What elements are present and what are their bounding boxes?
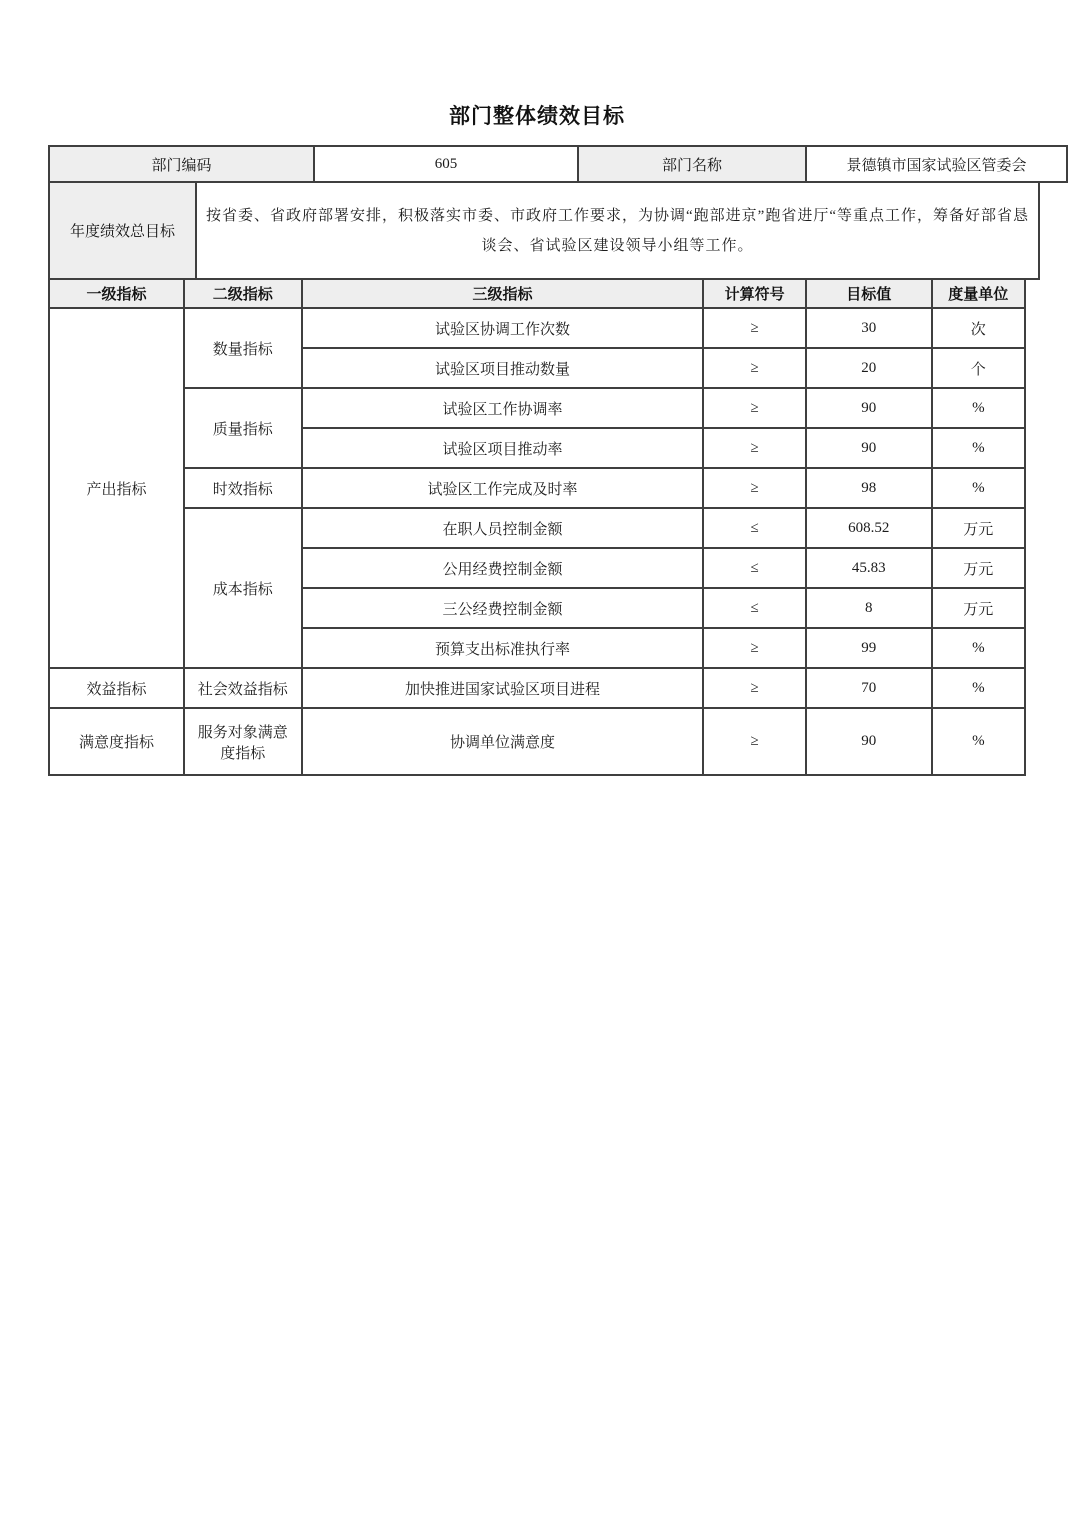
level3-cell: 公用经费控制金额 [302, 548, 704, 588]
operator-cell: ≥ [703, 708, 805, 775]
annual-goal-row [49, 182, 1039, 279]
operator-cell: ≥ [703, 628, 805, 668]
unit-cell: % [932, 628, 1025, 668]
annual-goal-text: 按省委、省政府部署安排，积极落实市委、市政府工作要求，为协调“跑部进京”跑省进厅“等重点工作，筹备好部省恳谈会、省试验区建设领导小组等工作。 [196, 182, 1039, 279]
operator-cell: ≥ [703, 388, 805, 428]
operator-cell: ≤ [703, 588, 805, 628]
operator-cell: ≥ [703, 668, 805, 708]
indicator-row [49, 708, 1025, 775]
level2-cell: 社会效益指标 [184, 668, 302, 708]
level2-cell: 时效指标 [184, 468, 302, 508]
indicator-row [49, 668, 1025, 708]
target-value-cell: 8 [806, 588, 932, 628]
target-value-cell: 45.83 [806, 548, 932, 588]
unit-cell: 万元 [932, 508, 1025, 548]
level3-cell: 协调单位满意度 [302, 708, 704, 775]
header-level3: 三级指标 [302, 279, 704, 308]
indicator-header-row [49, 279, 1025, 308]
target-value-cell: 608.52 [806, 508, 932, 548]
dept-name-value: 景德镇市国家试验区管委会 [806, 146, 1067, 182]
operator-cell: ≥ [703, 308, 805, 348]
dept-code-label: 部门编码 [49, 146, 314, 182]
indicator-row [49, 308, 1025, 348]
unit-cell: 次 [932, 308, 1025, 348]
target-value-cell: 90 [806, 388, 932, 428]
target-value-cell: 98 [806, 468, 932, 508]
level3-cell: 三公经费控制金额 [302, 588, 704, 628]
level3-cell: 试验区协调工作次数 [302, 308, 704, 348]
level3-cell: 试验区项目推动率 [302, 428, 704, 468]
header-operator: 计算符号 [703, 279, 805, 308]
dept-name-label: 部门名称 [578, 146, 806, 182]
level3-cell: 试验区项目推动数量 [302, 348, 704, 388]
operator-cell: ≤ [703, 548, 805, 588]
level3-cell: 预算支出标准执行率 [302, 628, 704, 668]
level1-cell: 产出指标 [49, 308, 184, 668]
level1-cell: 效益指标 [49, 668, 184, 708]
dept-code-value: 605 [314, 146, 578, 182]
level2-cell: 数量指标 [184, 308, 302, 388]
header-level2: 二级指标 [184, 279, 302, 308]
annual-goal-table [48, 181, 1040, 280]
indicator-table [48, 278, 1026, 776]
unit-cell: % [932, 428, 1025, 468]
operator-cell: ≥ [703, 348, 805, 388]
header-level1: 一级指标 [49, 279, 184, 308]
operator-cell: ≤ [703, 508, 805, 548]
indicator-row [49, 508, 1025, 548]
level2-cell: 服务对象满意度指标 [184, 708, 302, 775]
level2-cell: 质量指标 [184, 388, 302, 468]
level3-cell: 在职人员控制金额 [302, 508, 704, 548]
unit-cell: 个 [932, 348, 1025, 388]
level2-cell: 成本指标 [184, 508, 302, 668]
unit-cell: % [932, 708, 1025, 775]
target-value-cell: 20 [806, 348, 932, 388]
annual-goal-label: 年度绩效总目标 [49, 182, 196, 279]
unit-cell: % [932, 668, 1025, 708]
unit-cell: % [932, 388, 1025, 428]
level1-cell: 满意度指标 [49, 708, 184, 775]
unit-cell: 万元 [932, 588, 1025, 628]
target-value-cell: 99 [806, 628, 932, 668]
unit-cell: % [932, 468, 1025, 508]
target-value-cell: 30 [806, 308, 932, 348]
dept-info-table [48, 145, 1068, 183]
target-value-cell: 90 [806, 708, 932, 775]
dept-info-row [49, 146, 1067, 182]
header-target-value: 目标值 [806, 279, 932, 308]
target-value-cell: 90 [806, 428, 932, 468]
operator-cell: ≥ [703, 468, 805, 508]
unit-cell: 万元 [932, 548, 1025, 588]
target-value-cell: 70 [806, 668, 932, 708]
page-title: 部门整体绩效目标 [449, 104, 625, 128]
level3-cell: 试验区工作协调率 [302, 388, 704, 428]
indicator-row [49, 388, 1025, 428]
header-unit: 度量单位 [932, 279, 1025, 308]
operator-cell: ≥ [703, 428, 805, 468]
level3-cell: 试验区工作完成及时率 [302, 468, 704, 508]
level3-cell: 加快推进国家试验区项目进程 [302, 668, 704, 708]
indicator-row [49, 468, 1025, 508]
